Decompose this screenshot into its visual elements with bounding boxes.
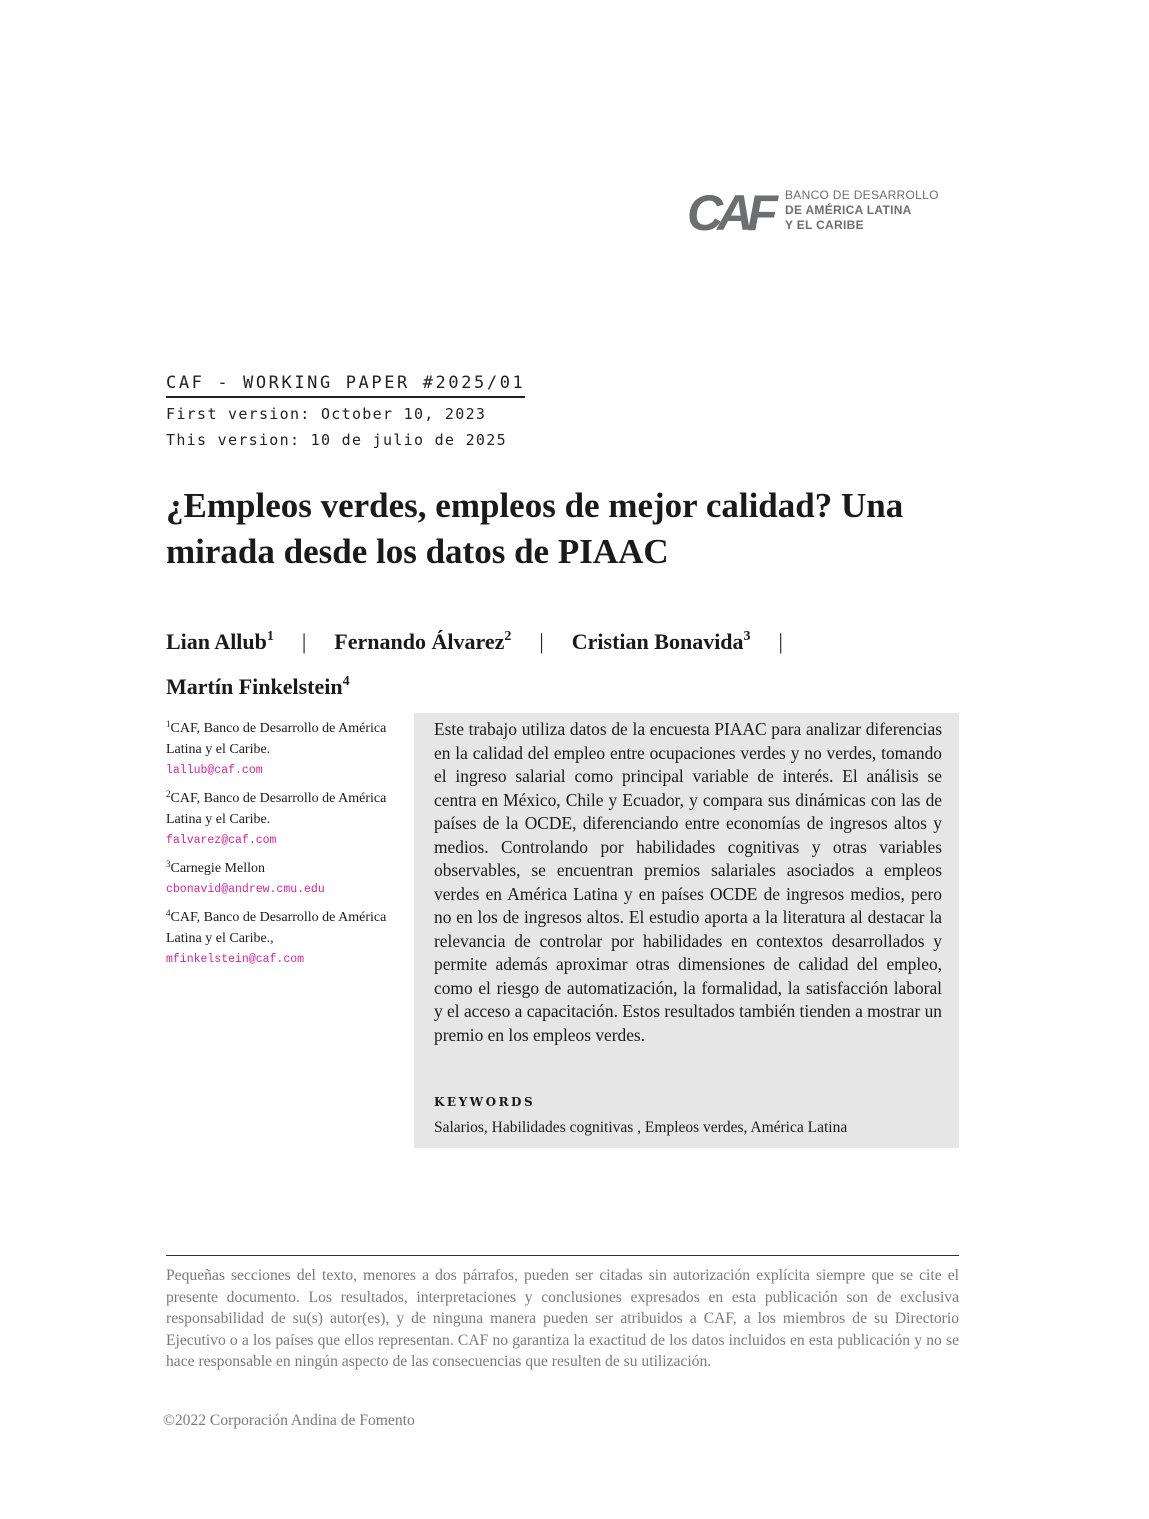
this-version-date: This version: 10 de julio de 2025 — [166, 431, 507, 449]
author: Fernando Álvarez$^2$ — [334, 629, 512, 654]
first-version-date: First version: October 10, 2023 — [166, 405, 487, 423]
caf-logo-mark — [687, 188, 779, 232]
logo-line-1: BANCO DE DESARROLLO — [785, 188, 939, 202]
paper-title: ¿Empleos verdes, empleos de mejor calidad? Una mirada desde los datos de PIAAC — [166, 486, 904, 571]
author-separator: | — [301, 629, 307, 654]
abstract-box — [414, 713, 959, 1148]
keywords-heading: KEYWORDS — [434, 1095, 536, 1109]
author: Lian Allub$^1$ — [166, 629, 274, 654]
email-link[interactable]: cbonavid@andrew.cmu.edu — [166, 883, 325, 896]
affiliation-item: $^1$CAF, Banco de Desarrollo de América Latina y el Caribe. lallub@caf.com — [166, 714, 396, 781]
abstract-text: Este trabajo utiliza datos de la encuesta PIAAC para analizar diferencias en la calidad del empleo entre ocupaciones verdes y no verdes, tomando el ingreso salarial como principal variable de interés. El análisis se centra en México, Chile y Ecuador, y compara sus dinámicas con las de países de la OCDE, diferenciando entre economías de ingresos altos y medios. Controlando por habilidades cognitivas y otras variables observables, se encuentran premios salariales asociados a empleos verdes en América Latina y en países OCDE de ingresos medios, pero no en los de ingresos altos. El estudio aporta a la literatura al destacar la relevancia de controlar por habilidades en contextos desarrollados y permite además aproximar otras dimensiones de calidad del empleo, como el riesgo de automatización, la formalidad, la satisfacción laboral y el acceso a capacitación. Estos resultados también tienden a mostrar un premio en los empleos verdes. — [434, 719, 943, 1045]
caf-logo — [687, 188, 947, 234]
author-separator: | — [778, 629, 783, 654]
email-link[interactable]: falvarez@caf.com — [166, 834, 277, 847]
affiliations — [166, 714, 396, 973]
author: Martín Finkelstein$^4$ — [166, 674, 350, 699]
working-paper-series: CAF - WORKING PAPER #2025/01 — [166, 373, 525, 398]
svg-text:CAF: CAF — [687, 188, 772, 232]
divider — [166, 1255, 959, 1256]
affiliation-item: $^3$Carnegie Mellon cbonavid@andrew.cmu.edu — [166, 854, 396, 900]
author: Cristian Bonavida$^3$ — [571, 629, 751, 654]
affiliation-item: $^2$CAF, Banco de Desarrollo de América Latina y el Caribe. falvarez@caf.com — [166, 784, 396, 851]
email-link[interactable]: mfinkelstein@caf.com — [166, 953, 305, 966]
keywords-list: Salarios, Habilidades cognitivas , Empleos verdes, América Latina — [434, 1119, 848, 1136]
caf-logo-text — [785, 188, 939, 233]
copyright-notice: ©2022 Corporación Andina de Fomento — [163, 1412, 415, 1429]
logo-line-2: DE AMÉRICA LATINA — [785, 203, 912, 217]
disclaimer-text: Pequeñas secciones del texto, menores a dos párrafos, pueden ser citadas sin autorización explícita siempre que se cite el presente documento. Los resultados, interpretaciones y conclusiones expresados en esta publicación son de exclusiva responsabilidad de su(s) autor(es), y de ninguna manera pueden ser atribuidos a CAF, a los miembros de su Directorio Ejecutivo o a los países que ellos representan. CAF no garantiza la exactitud de los datos incluidos en esta publicación y no se hace responsable en ningún aspecto de las consecuencias que resulten de su utilización. — [166, 1267, 959, 1371]
author-separator: | — [539, 629, 544, 654]
email-link[interactable]: lallub@caf.com — [166, 764, 263, 777]
affiliation-item: $^4$CAF, Banco de Desarrollo de América Latina y el Caribe., mfinkelstein@caf.com — [166, 903, 396, 970]
author-list — [166, 617, 966, 707]
logo-line-3: Y EL CARIBE — [785, 218, 864, 232]
